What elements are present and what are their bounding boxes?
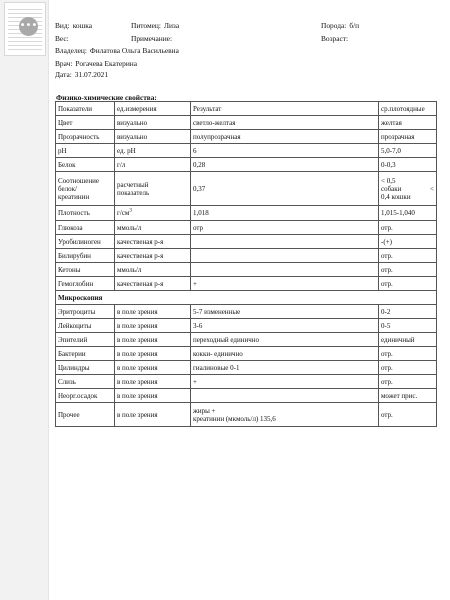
table-row xyxy=(56,130,437,144)
param-result: 5-7 измененные xyxy=(191,305,379,319)
param-name: Лейкоциты xyxy=(56,319,115,333)
param-result: + xyxy=(191,375,379,389)
param-unit: в поле зрения xyxy=(115,403,191,427)
doctor-field xyxy=(55,59,137,68)
param-unit: качественая р-я xyxy=(115,277,191,291)
param-unit: в поле зрения xyxy=(115,333,191,347)
date-value: 31.07.2021 xyxy=(74,70,109,79)
date-field xyxy=(55,70,108,79)
header-cell: Показатели xyxy=(56,102,115,116)
table-row xyxy=(56,305,437,319)
param-norm: отр. xyxy=(379,277,437,291)
ratio-norm-dogs: собаки xyxy=(381,184,402,193)
table-row xyxy=(56,333,437,347)
ratio-norm-line: 0,4 кошки xyxy=(381,192,411,201)
table-row xyxy=(56,221,437,235)
param-unit: качественая р-я xyxy=(115,235,191,249)
species-field xyxy=(55,21,92,30)
age-field xyxy=(321,34,348,43)
breed-label: Порода: xyxy=(321,21,347,30)
table-header-row xyxy=(56,102,437,116)
param-result: + xyxy=(191,277,379,291)
more-options-button[interactable]: ••• xyxy=(19,17,38,36)
param-norm: 5,0-7,0 xyxy=(379,144,437,158)
param-norm: прозрачная xyxy=(379,130,437,144)
param-result xyxy=(191,249,379,263)
pet-field xyxy=(131,21,179,30)
header-cell: ср.плотоядные xyxy=(379,102,437,116)
ratio-norm-line xyxy=(381,185,434,193)
ratio-name-line: белок/ xyxy=(58,184,77,193)
param-name xyxy=(56,172,115,206)
param-unit: ед. pH xyxy=(115,144,191,158)
table-row xyxy=(56,319,437,333)
section-title: Физико-химические свойства: xyxy=(56,93,157,102)
param-norm: отр. xyxy=(379,221,437,235)
weight-field xyxy=(55,34,69,43)
table-row xyxy=(56,144,437,158)
table-row xyxy=(56,375,437,389)
param-norm: 0-5 xyxy=(379,319,437,333)
breed-value: б/п xyxy=(349,21,360,30)
ratio-norm-sign: < xyxy=(430,184,434,193)
param-name: Цвет xyxy=(56,116,115,130)
table-row-ratio xyxy=(56,172,437,206)
table-row xyxy=(56,249,437,263)
param-name: Эпителий xyxy=(56,333,115,347)
param-result: гиалиновые 0-1 xyxy=(191,361,379,375)
owner-label: Владелец: xyxy=(55,46,87,55)
param-norm: 0-2 xyxy=(379,305,437,319)
table-row xyxy=(56,263,437,277)
param-name: Бактерии xyxy=(56,347,115,361)
param-result xyxy=(191,389,379,403)
param-norm: 1,015-1,040 xyxy=(379,206,437,221)
param-result: 3-6 xyxy=(191,319,379,333)
date-label: Дата: xyxy=(55,70,72,79)
species-label: Вид: xyxy=(55,21,70,30)
table-row xyxy=(56,347,437,361)
doctor-value: Рогачева Екатерина xyxy=(75,59,138,68)
param-unit: в поле зрения xyxy=(115,305,191,319)
param-name: Кетоны xyxy=(56,263,115,277)
document-page xyxy=(48,0,450,600)
param-result xyxy=(191,403,379,427)
owner-field xyxy=(55,46,179,55)
param-norm: желтая xyxy=(379,116,437,130)
param-result: 1,018 xyxy=(191,206,379,221)
param-norm: отр. xyxy=(379,249,437,263)
param-name: Уробилиноген xyxy=(56,235,115,249)
param-result xyxy=(191,263,379,277)
header-cell: Результат xyxy=(191,102,379,116)
table-row xyxy=(56,277,437,291)
table-row xyxy=(56,158,437,172)
table-row xyxy=(56,389,437,403)
param-unit: в поле зрения xyxy=(115,319,191,333)
weight-label: Вес: xyxy=(55,34,69,43)
param-norm: может прис. xyxy=(379,389,437,403)
param-unit: в поле зрения xyxy=(115,375,191,389)
param-result: кокки- единично xyxy=(191,347,379,361)
microscopy-title: Микроскопия xyxy=(56,291,437,305)
param-norm: отр. xyxy=(379,403,437,427)
param-unit: в поле зрения xyxy=(115,389,191,403)
table-row xyxy=(56,206,437,221)
table-row xyxy=(56,361,437,375)
param-result: 6 xyxy=(191,144,379,158)
species-value: кошка xyxy=(72,21,93,30)
param-result xyxy=(191,235,379,249)
owner-value: Филатова Ольга Васильевна xyxy=(89,46,179,55)
age-label: Возраст: xyxy=(321,34,349,43)
param-name: Белок xyxy=(56,158,115,172)
param-unit: ммоль/л xyxy=(115,263,191,277)
param-name: Слизь xyxy=(56,375,115,389)
param-name: Глюкоза xyxy=(56,221,115,235)
param-name: Прозрачность xyxy=(56,130,115,144)
param-norm: единичный xyxy=(379,333,437,347)
ratio-norm-line: < 0,5 xyxy=(381,176,396,185)
param-unit: визуально xyxy=(115,130,191,144)
doctor-label: Врач: xyxy=(55,59,73,68)
param-unit: ммоль/л xyxy=(115,221,191,235)
microscopy-header-row xyxy=(56,291,437,305)
param-unit xyxy=(115,206,191,221)
param-result: 0,28 xyxy=(191,158,379,172)
param-result: полупрозрачная xyxy=(191,130,379,144)
other-result-line: жиры + xyxy=(193,406,216,415)
param-unit: г/л xyxy=(115,158,191,172)
page-thumbnail[interactable] xyxy=(4,2,46,56)
table-row xyxy=(56,235,437,249)
param-result: светло-желтая xyxy=(191,116,379,130)
param-result: отр xyxy=(191,221,379,235)
param-result: 0,37 xyxy=(191,172,379,206)
density-unit: г/см xyxy=(117,209,130,217)
param-norm: отр. xyxy=(379,361,437,375)
param-norm xyxy=(379,172,437,206)
param-unit: качественая р-я xyxy=(115,249,191,263)
param-norm: отр. xyxy=(379,263,437,277)
param-name: Цилиндры xyxy=(56,361,115,375)
param-norm: -(+) xyxy=(379,235,437,249)
results-table xyxy=(55,101,437,427)
param-name: Гемоглобин xyxy=(56,277,115,291)
note-label: Примечание: xyxy=(131,34,173,43)
ratio-unit-line: показатель xyxy=(117,188,150,197)
param-name: Плотность xyxy=(56,206,115,221)
param-norm: 0-0,3 xyxy=(379,158,437,172)
ratio-unit-line: расчетный xyxy=(117,180,149,189)
param-name: Прочее xyxy=(56,403,115,427)
ratio-name-line: Соотношение xyxy=(58,176,99,185)
param-result: переходный единично xyxy=(191,333,379,347)
ratio-name-line: креатинин xyxy=(58,192,90,201)
param-unit xyxy=(115,172,191,206)
param-name: Неорг.осадок xyxy=(56,389,115,403)
density-unit-sup: 3 xyxy=(129,208,132,214)
param-unit: в поле зрения xyxy=(115,347,191,361)
param-name: Билирубин xyxy=(56,249,115,263)
note-field xyxy=(131,34,172,43)
param-norm: отр. xyxy=(379,375,437,389)
other-result-line: креатинин (мкмоль/л) 135,6 xyxy=(193,414,276,423)
param-unit: в поле зрения xyxy=(115,361,191,375)
header-cell: ед.измерения xyxy=(115,102,191,116)
breed-field xyxy=(321,21,359,30)
param-unit: визуально xyxy=(115,116,191,130)
table-row-other xyxy=(56,403,437,427)
table-row xyxy=(56,116,437,130)
pet-label: Питомец: xyxy=(131,21,161,30)
param-name: Эритроциты xyxy=(56,305,115,319)
param-name: pH xyxy=(56,144,115,158)
pet-value: Лиза xyxy=(163,21,180,30)
param-norm: отр. xyxy=(379,347,437,361)
